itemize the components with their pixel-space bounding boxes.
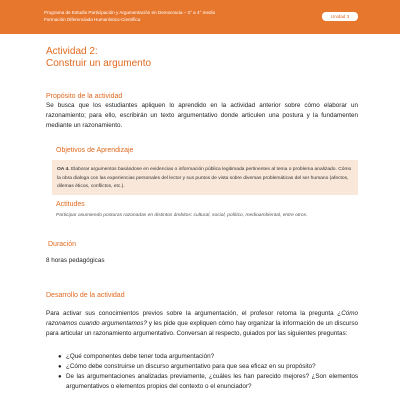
unit-badge: Unidad 3 [322,12,358,21]
attitudes-text [56,212,356,221]
bullet-icon: ● [58,374,62,380]
guiding-questions-list [46,352,358,392]
purpose-text: Se busca que los estudiantes apliquen lo aprendido en la actividad anterior sobre cómo elaborar un razonamiento; para ello, escribirán un texto argumentativo donde articulen una postura y la fundamenten mediante un razonamiento. [46,102,358,129]
development-intro-question: ¿Cómo razonamos cuando argumentamos? [46,310,358,327]
bullet-icon: ● [58,354,62,360]
question-text: ¿Cómo debe construirse un discurso argumentativo para que sea eficaz en su propósito? [66,363,316,370]
program-title-line1: Programa de Estudio Participación y Argumentación en Democracia – 3° a 4° medio [44,10,216,15]
development-intro-part2: y les pide que expliquen cómo hay organizar la información de un discurso para articular un razonamiento argumentativo. Conversan al respecto, guiados por las siguientes preguntas: [46,320,358,337]
oa-description: Elaborar argumentos basándose en evidencias o información pública legitimada pertinentes al tema o problema analizado. Cómo la obra dialoga con las experiencias personales del lector y sus puntos de vista sobre diversas problemáticas del ser humano (afectos, dilemas éticos, conflictos, etc.). [57,167,352,189]
program-title-line2: Formación Diferenciada Humanístico-Científica [44,16,141,22]
page-header [0,0,400,34]
objectives-heading: Objetivos de Aprendizaje [56,147,134,154]
list-item [46,372,358,392]
development-heading: Desarrollo de la actividad [46,292,125,299]
oa-code: OA 4. [57,167,70,172]
bullet-icon: ● [58,364,62,370]
program-title [44,10,324,23]
duration-heading: Duración [48,241,77,248]
question-text: De las argumentaciones analizadas previamente, ¿cuáles les han parecido mejores? ¿Son elementos argumentativos o elementos propios del contexto o el enunciador? [66,373,358,390]
attitudes-heading: Actitudes [56,201,85,208]
list-item [46,362,358,372]
activity-title: Construir un argumento [46,58,152,69]
learning-objective-text [52,160,358,192]
purpose-heading: Propósito de la actividad [46,93,123,100]
attitudes-italic: Participar asumiendo posturas razonadas en distintos ámbitos: cultural, social, político, medioambiental, entre otros. [56,213,308,218]
duration-text: 8 horas pedagógicas [46,257,105,264]
development-intro [46,309,358,339]
activity-number: Actividad 2: [46,46,98,57]
development-intro-part1: Para activar sus conocimientos previos sobre la argumentación, el profesor retoma la pregunta [46,310,338,317]
question-text: ¿Qué componentes debe tener toda argumentación? [66,353,215,360]
list-item [46,352,358,362]
learning-objective-box [52,160,358,195]
